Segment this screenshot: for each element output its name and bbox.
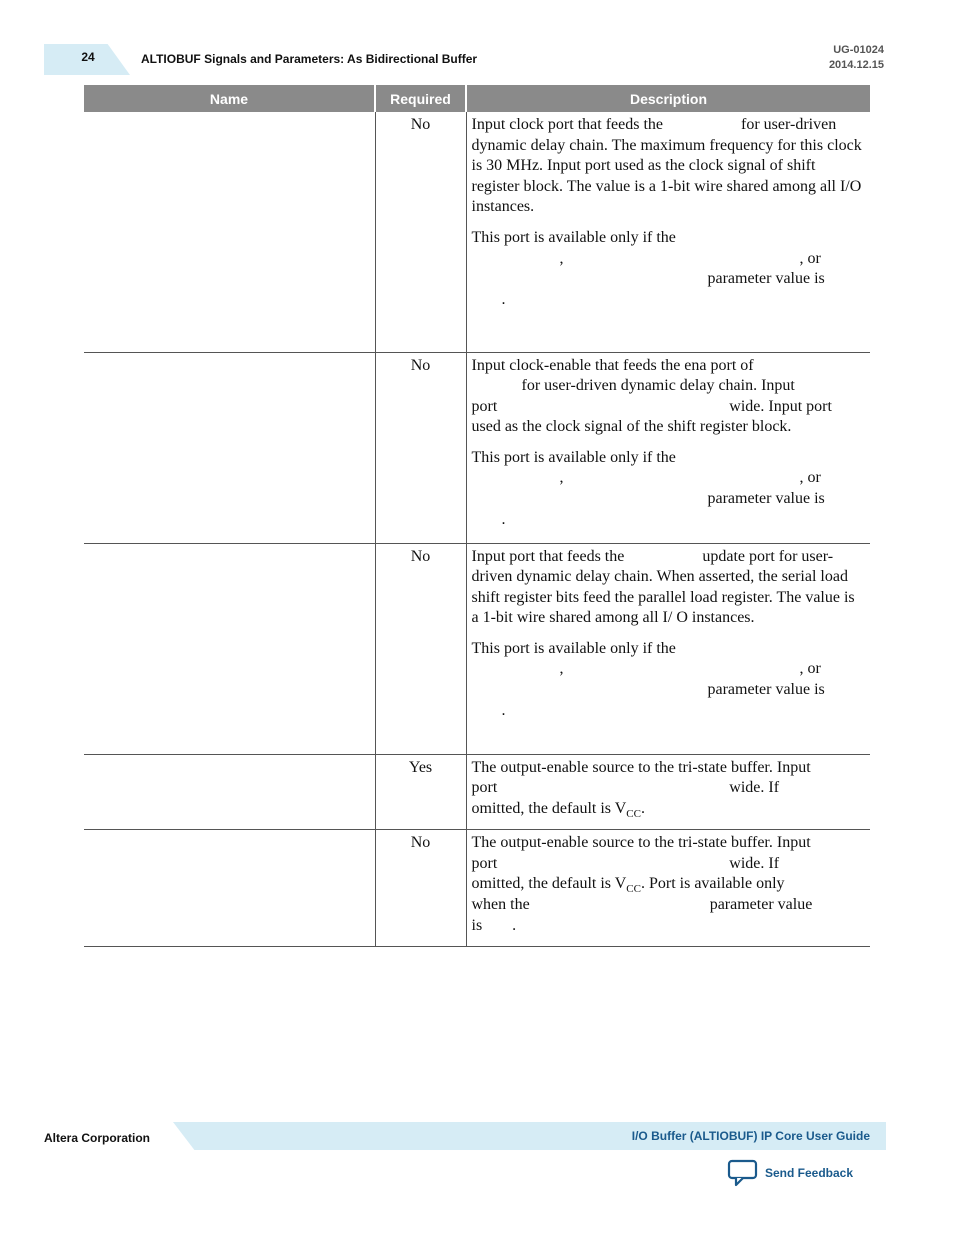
description-cell xyxy=(466,830,870,947)
speech-bubble-icon xyxy=(727,1158,759,1188)
description-paragraph xyxy=(472,356,865,438)
text-run: wide. If xyxy=(729,854,780,872)
text-run: . xyxy=(640,799,645,817)
text-run: port xyxy=(471,397,498,415)
guide-title-link[interactable]: I/O Buffer (ALTIOBUF) IP Core User Guide xyxy=(631,1129,870,1143)
text-run: This port is available only if the xyxy=(471,228,676,246)
text-run: parameter value is xyxy=(707,681,825,699)
column-header-required: Required xyxy=(375,85,466,112)
text-run: The output-enable source to the tri-state buffer. Input xyxy=(471,834,811,852)
section-title: ALTIOBUF Signals and Parameters: As Bidirectional Buffer xyxy=(141,52,478,66)
availability-paragraph xyxy=(472,228,865,310)
text-run: for user-driven dynamic delay chain. The maximum frequency for this clock is 30 MHz. Input port used as the clock signal of shift register block. The value is a 1-bit wire shared among all I/O instances. xyxy=(471,116,862,216)
description-cell xyxy=(466,543,870,754)
text-run: . xyxy=(512,916,517,934)
text-run: . Port is available only xyxy=(640,875,785,893)
send-feedback-label: Send Feedback xyxy=(765,1166,854,1180)
subscript: CC xyxy=(626,807,641,820)
availability-paragraph xyxy=(472,639,865,721)
description-paragraph xyxy=(472,833,865,936)
text-run: , or xyxy=(799,660,821,678)
text-run: is xyxy=(471,916,483,934)
required-cell: No xyxy=(375,830,466,947)
description-cell xyxy=(466,112,870,352)
text-run: , or xyxy=(799,249,821,267)
document-date: 2014.12.15 xyxy=(828,59,884,71)
text-run: Input clock port that feeds the xyxy=(471,116,663,133)
description-paragraph xyxy=(472,115,865,218)
availability-paragraph xyxy=(472,448,865,530)
text-run: port xyxy=(471,779,498,797)
table-row xyxy=(84,352,870,543)
required-cell: No xyxy=(375,112,466,352)
text-run: The output-enable source to the tri-state buffer. Input xyxy=(471,758,811,776)
text-run: parameter value is xyxy=(707,270,825,288)
text-run: update port for user-driven dynamic delay chain. When asserted, the serial load shift register bits feed the parallel load register. The value is a 1-bit wire shared among all I/ O instances. xyxy=(471,547,855,627)
table-row xyxy=(84,112,870,352)
required-cell: Yes xyxy=(375,754,466,830)
text-run: omitted, the default is V xyxy=(471,875,627,893)
description-cell xyxy=(466,352,870,543)
text-run: port xyxy=(471,854,498,872)
table-row xyxy=(84,754,870,830)
table-row xyxy=(84,543,870,754)
required-cell: No xyxy=(375,543,466,754)
description-paragraph xyxy=(472,758,865,820)
text-run: when the xyxy=(471,896,530,914)
document-id: UG-01024 xyxy=(833,44,884,56)
page-number: 24 xyxy=(81,50,95,64)
text-run: Input port that feeds the xyxy=(471,547,625,565)
column-header-description: Description xyxy=(466,85,870,112)
column-header-name: Name xyxy=(84,85,375,112)
text-run: wide. Input port used as the clock signal of the shift register block. xyxy=(471,397,832,436)
signal-name-cell xyxy=(84,830,375,947)
send-feedback-button[interactable] xyxy=(727,1158,853,1188)
text-run: . xyxy=(501,510,506,528)
text-run: , xyxy=(559,469,564,487)
text-run: , xyxy=(559,249,564,267)
text-run: parameter value xyxy=(709,896,813,914)
company-name: Altera Corporation xyxy=(44,1131,151,1145)
text-run: Input clock-enable that feeds the ena port of xyxy=(471,356,754,374)
signal-name-cell xyxy=(84,754,375,830)
required-cell: No xyxy=(375,352,466,543)
text-run: , xyxy=(559,660,564,678)
document-id-block xyxy=(829,43,884,73)
text-run: . xyxy=(501,290,506,308)
description-cell xyxy=(466,754,870,830)
signals-table xyxy=(84,85,870,947)
table-row xyxy=(84,830,870,947)
text-run: , or xyxy=(799,469,821,487)
table-header-row xyxy=(84,85,870,112)
text-run: parameter value is xyxy=(707,490,825,508)
text-run: wide. If xyxy=(729,779,780,797)
description-paragraph xyxy=(472,547,865,629)
text-run: . xyxy=(501,701,506,719)
text-run: omitted, the default is V xyxy=(471,799,627,817)
text-run: This port is available only if the xyxy=(471,639,676,657)
subscript: CC xyxy=(626,883,641,896)
signal-name-cell xyxy=(84,112,375,352)
signal-name-cell xyxy=(84,543,375,754)
signal-name-cell xyxy=(84,352,375,543)
text-run: for user-driven dynamic delay chain. Input xyxy=(521,377,795,395)
text-run: This port is available only if the xyxy=(471,448,676,466)
